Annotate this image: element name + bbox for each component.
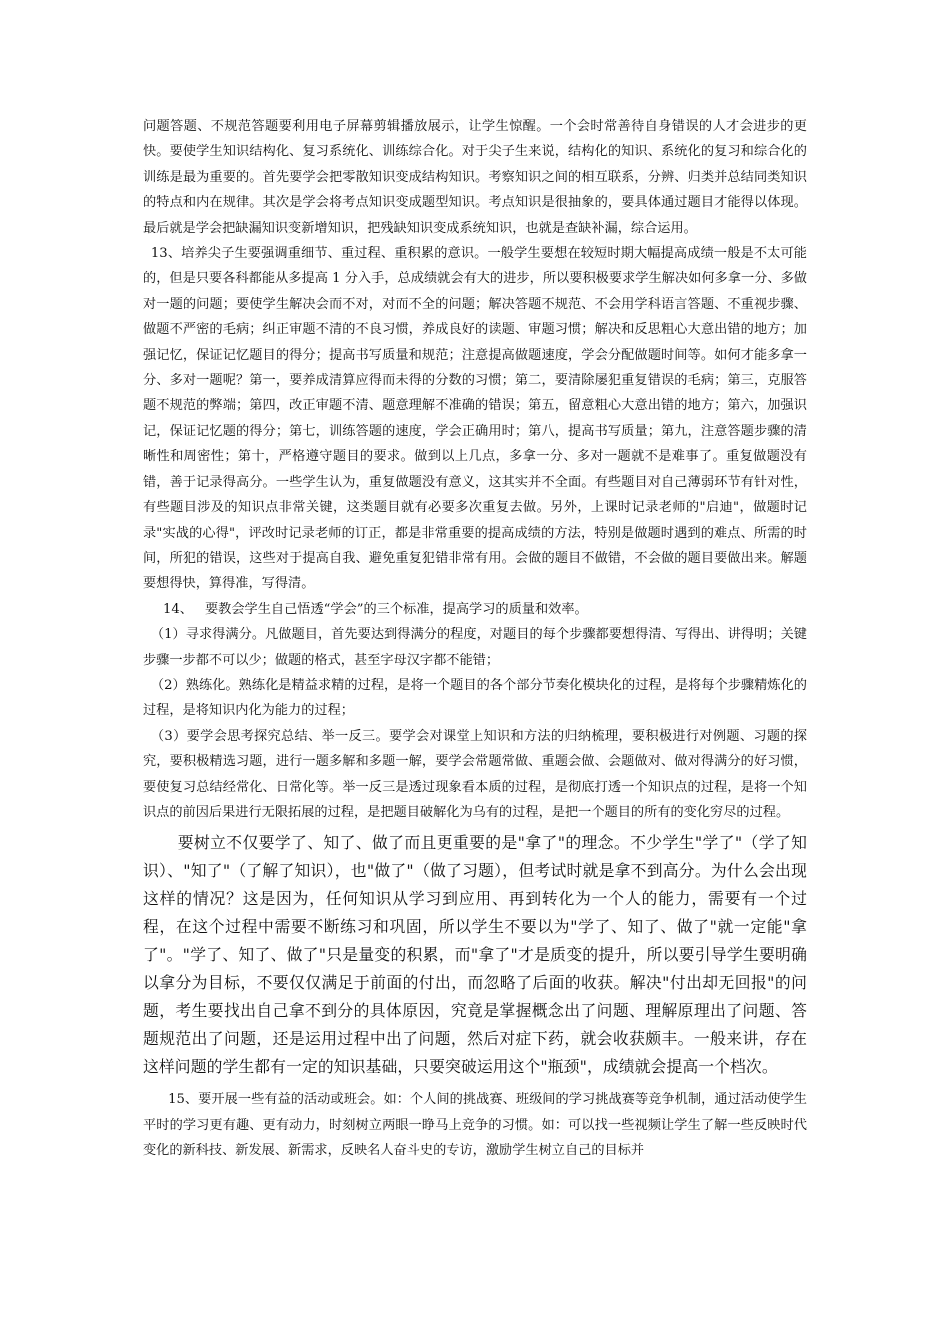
document-page xyxy=(143,114,807,1164)
standard-2: （2）熟练化。熟练化是精益求精的过程，是将一个题目的各个部分节奏化模块化的过程，是将每个步骤精炼化的过程，是将知识内化为能力的过程； xyxy=(143,677,807,719)
standard-1: （1）寻求得满分。凡做题目，首先要达到得满分的程度，对题目的每个步骤都要想得清、写得出、讲得明；关键步骤一步都不可以少；做题的格式，甚至字母汉字都不能错； xyxy=(143,627,807,668)
paragraph-continued: 问题答题、不规范答题要利用电子屏幕剪辑播放展示，让学生惊醒。一个会时常善待自身错误的人才会进步的更快。要使学生知识结构化、复习系统化、训练综合化。对于尖子生来说，结构化的知识、系统化的复习和综合化的训练是最为重要的。首先要学会把零散知识变成结构知识。考察知识之间的相互联系，分辨、归类并总结同类知识的特点和内在规律。其次是学会将考点知识变成题型知识。考点知识是很抽象的，要具体通过题目才能得以体现。最后就是学会把缺漏知识变新增知识，把残缺知识变成系统知识，也就是查缺补漏，综合运用。 xyxy=(143,119,807,236)
paragraph-13: 13、培养尖子生要强调重细节、重过程、重积累的意识。一般学生要想在较短时期大幅提高成绩一般是不太可能的，但是只要各科都能从多提高 1 分入手，总成绩就会有大的进步，所以要积极要求学生解决如何多拿一分、多做对一题的问题；要使学生解决会而不对，对而不全的问题；解决答题不规范、不会用学科语言答题、不重视步骤、做题不严密的毛病；纠正审题不清的不良习惯，养成良好的读题、审题习惯；解决和反思粗心大意出错的地方；加强记忆，保证记忆题目的得分；提高书写质量和规范；注意提高做题速度，学会分配做题时间等。如何才能多拿一分、多对一题呢？第一，要养成清算应得而未得的分数的习惯；第二，要清除屡犯重复错误的毛病；第三，克服答题不规范的弊端；第四，改正审题不清、题意理解不准确的错误；第五，留意粗心大意出错的地方；第六，加强识记，保证记忆题的得分；第七，训练答题的速度，学会正确用时；第八，提高书写质量；第九，注意答题步骤的清晰性和周密性；第十，严格遵守题目的要求。做到以上几点，多拿一分、多对一题就不是难事了。重复做题没有错，善于记录得高分。一些学生认为，重复做题没有意义，这其实并不全面。有些题目对自己薄弱环节有针对性，有些题目涉及的知识点非常关键，这类题目就有必要多次重复去做。另外，上课时记录老师的"启迪"，做题时记录"实战的心得"，评改时记录老师的订正，都是非常重要的提高成绩的方法，特别是做题时遇到的难点、所需的时间，所犯的错误，这些对于提高自我、避免重复犯错非常有用。会做的题目不做错，不会做的题目要做出来。解题要想得快，算得准，写得清。 xyxy=(143,246,807,592)
paragraph-15: 15、要开展一些有益的活动或班会。如：个人间的挑战赛、班级间的学习挑战赛等竞争机制，通过活动使学生平时的学习更有趣、更有动力，时刻树立两眼一睁马上竞争的习惯。如：可以找一些视频让学生了解一些反映时代变化的新科技、新发展、新需求，反映名人奋斗史的专访，激励学生树立自己的目标并 xyxy=(143,1092,807,1159)
standard-3: （3）要学会思考探究总结、举一反三。要学会对课堂上知识和方法的归纳梳理，要积极进行对例题、习题的探究，要积极精选习题，进行一题多解和多题一解，要学会常题常做、重题会做、会题做对、做对得满分的好习惯，要使复习总结经常化、日常化等。举一反三是透过现象看本质的过程，是彻底打透一个知识点的过程，是将一个知识点的前因后果进行无限拓展的过程，是把题目破解化为乌有的过程，是把一个题目的所有的变化穷尽的过程。 xyxy=(143,728,807,820)
paragraph-14-number: 14、 xyxy=(163,601,193,617)
paragraph-14-text: 要教会学生自己悟透“学会”的三个标准，提高学习的质量和效率。 xyxy=(205,601,588,617)
paragraph-14 xyxy=(143,597,807,622)
paragraph-na-le: 要树立不仅要学了、知了、做了而且更重要的是"拿了"的理念。不少学生"学了"（学了知识）、"知了"（了解了知识），也"做了"（做了习题），但考试时就是拿不到高分。为什么会出现这样的情况？这是因为，任何知识从学习到应用、再到转化为一个人的能力，需要有一个过程，在这个过程中需要不断练习和巩固，所以学生不要以为"学了、知了、做了"就一定能"拿了"。"学了、知了、做了"只是量变的积累，而"拿了"才是质变的提升，所以要引导学生要明确以拿分为目标，不要仅仅满足于前面的付出，而忽略了后面的收获。解决"付出却无回报"的问题，考生要找出自己拿不到分的具体原因，究竟是掌握概念出了问题、理解原理出了问题、答题规范出了问题，还是运用过程中出了问题，然后对症下药，就会收获颇丰。一般来讲，存在这样问题的学生都有一定的知识基础，只要突破运用这个"瓶颈"，成绩就会提高一个档次。 xyxy=(143,833,807,1077)
